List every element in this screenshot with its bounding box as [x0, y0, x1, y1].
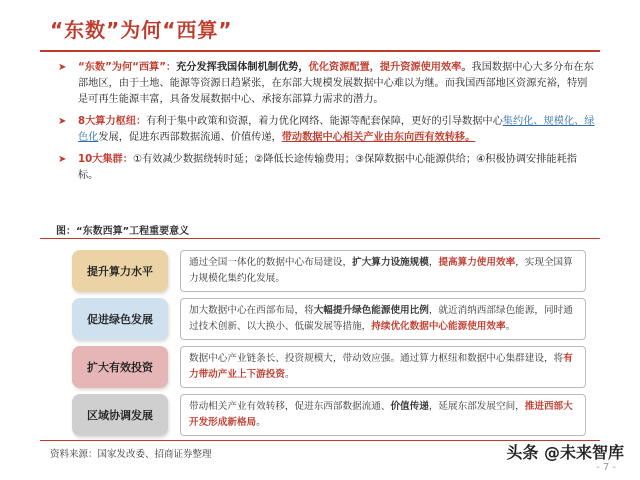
- row-text-segment: ，就近消纳西部绿色能源，同时通过技术创新、以大换小、低碳发展等措施，: [189, 305, 573, 332]
- row-description: [180, 298, 586, 340]
- bullet-body: [78, 116, 594, 143]
- significance-row: [72, 394, 592, 436]
- watermark: 头条 @未来智库: [506, 443, 624, 462]
- significance-row: [72, 346, 592, 388]
- row-description: [180, 346, 586, 388]
- bullet-text-segment: 带动数据中心相关产业由东向西有效转移。: [281, 132, 476, 143]
- row-text-segment: 。: [256, 417, 266, 428]
- figure-caption: 图：“东数西算”工程重要意义: [56, 226, 190, 237]
- bullet-text-segment: 我国数据中心大多分布在东部地区，由于土地、能源等资源日趋紧张，在东部大规模发展数据中心难以为继。而我国西部地区资源充裕，特别是可再生能源丰富，具备发展数据中心、承接东部算力需求的潜力。: [78, 62, 594, 105]
- figure-divider: [40, 238, 600, 239]
- row-label: 提升算力水平: [72, 250, 168, 292]
- row-text-segment: 扩大算力设施规模: [352, 257, 429, 268]
- row-text-segment: 有力带动产业上下游投资: [189, 353, 573, 380]
- bullet-body: [78, 154, 577, 181]
- arrow-bullet-icon: ➤: [58, 62, 67, 73]
- bullet-lead: 8大算力枢纽：: [78, 116, 147, 127]
- significance-row: [72, 250, 592, 292]
- row-text-segment: 通过全国一体化的数据中心布局建设，: [189, 257, 353, 268]
- row-text-segment: 持续优化数据中心能源使用效率: [371, 321, 506, 332]
- bullet-item: [56, 152, 596, 184]
- row-text-segment: 数据中心产业链条长、投资规模大，带动效应强。通过算力枢纽和数据中心集群建设，将: [189, 353, 564, 364]
- bullet-text-segment: 充分发挥我国体制机制优势，: [176, 62, 309, 73]
- row-description: [180, 250, 586, 292]
- row-text-segment: 提高算力使用效率: [438, 257, 516, 268]
- source-note: 资料来源：国家发改委、招商证券整理: [50, 449, 212, 460]
- bullet-list: [56, 60, 596, 190]
- row-label: 促进绿色发展: [72, 298, 168, 340]
- row-text-segment: 带动相关产业有效转移，促进东西部数据流通、: [189, 401, 391, 412]
- row-text-segment: 。: [284, 369, 295, 380]
- page-number: - 7 -: [596, 462, 616, 473]
- bullet-lead: “东数”为何“西算”：: [78, 62, 177, 73]
- row-text-segment: ，实现全国算力规模化集约化发展。: [189, 257, 573, 284]
- row-text-segment: 加大数据中心在西部布局，将: [189, 305, 314, 316]
- row-label: 区域协调发展: [72, 394, 168, 436]
- significance-row: [72, 298, 592, 340]
- arrow-bullet-icon: ➤: [58, 154, 67, 165]
- bullet-text-segment: 有利于集中政策和资源，着力优化网络、能源等配套保障，更好的引导数据中心: [146, 116, 503, 127]
- bullet-lead: 10大集群：: [78, 154, 133, 165]
- arrow-bullet-icon: ➤: [58, 116, 67, 127]
- row-text-segment: 推进西部大开发形成新格局: [189, 401, 573, 428]
- title-divider: [40, 50, 600, 52]
- row-text-segment: 。: [505, 321, 516, 332]
- bullet-text-segment: 优化资源配置，提升资源使用效率。: [308, 62, 472, 73]
- bullet-text-segment: ①有效减少数据绕转时延；②降低长途传输费用；③保障数据中心能源供给；④积极协调安排能耗指标。: [78, 154, 577, 181]
- row-label: 扩大有效投资: [72, 346, 168, 388]
- row-text-segment: 价值传递: [390, 401, 429, 412]
- page-title: “东数”为何“西算”: [50, 18, 233, 42]
- row-text-segment: ，: [428, 257, 439, 268]
- bullet-text-segment: 集约化、规模化、绿色化: [78, 116, 595, 143]
- bullet-item: [56, 60, 596, 108]
- bullet-text-segment: 发展，促进东西部数据流通、价值传递，: [98, 132, 282, 143]
- row-text-segment: 大幅提升绿色能源使用比例: [313, 305, 429, 316]
- row-description: [180, 394, 586, 436]
- row-text-segment: ，延展东部发展空间，: [428, 401, 525, 412]
- bullet-item: [56, 114, 596, 146]
